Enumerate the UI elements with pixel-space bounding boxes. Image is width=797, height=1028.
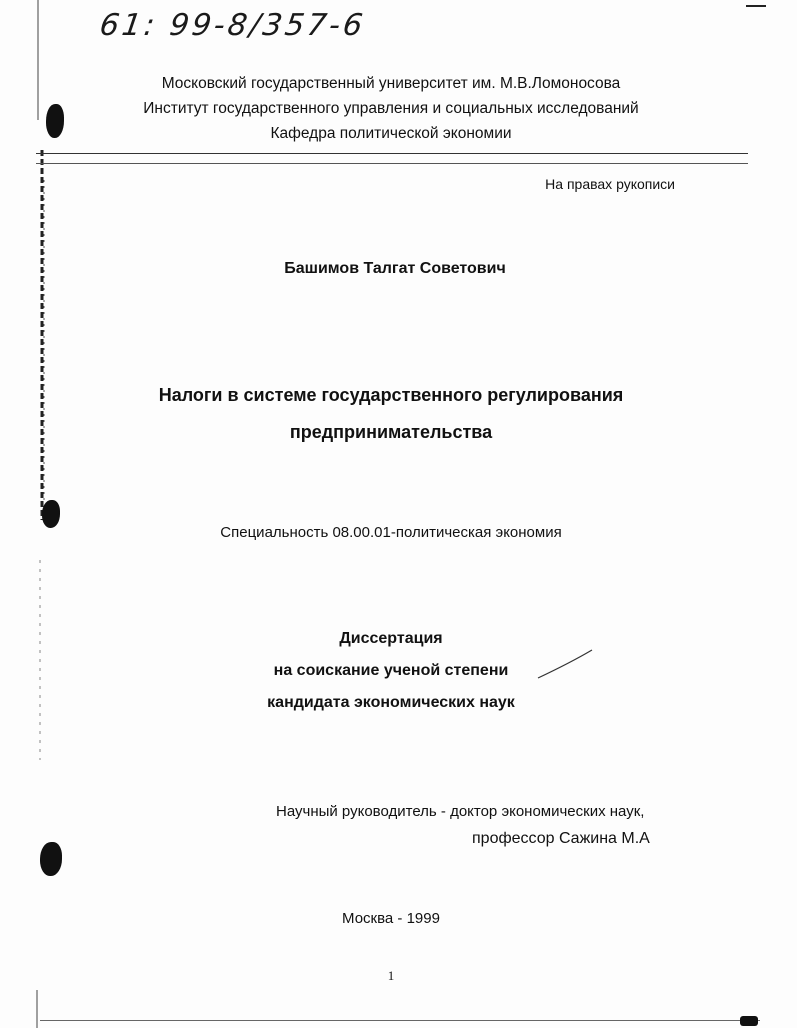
- city-year: Москва - 1999: [342, 910, 440, 927]
- specialty: Специальность 08.00.01-политическая экономия: [220, 524, 562, 541]
- advisor-line2: профессор Сажина М.А: [472, 830, 650, 847]
- pen-stroke-mark: [520, 640, 600, 700]
- degree-line: на соискание ученой степени: [273, 662, 509, 679]
- university-name: Московский государственный университет им. М.В.Ломоносова: [161, 75, 621, 92]
- bottom-scan-line: [40, 1020, 760, 1021]
- degree-field-line: кандидата экономических наук: [267, 694, 515, 711]
- department-name: Кафедра политической экономии: [270, 125, 512, 142]
- dissertation-title-line1: Налоги в системе государственного регулирования: [158, 385, 624, 405]
- advisor-line1: Научный руководитель - доктор экономических наук,: [276, 803, 645, 820]
- dissertation-label: Диссертация: [339, 630, 443, 647]
- corner-mark: [744, 0, 768, 14]
- handwritten-archive-code: 61: 99-8/357-6: [97, 8, 368, 43]
- institute-name: Институт государственного управления и социальных исследований: [143, 100, 639, 117]
- page-number: 1: [387, 968, 395, 983]
- manuscript-note: На правах рукописи: [545, 176, 675, 192]
- punch-hole-mark: [40, 842, 62, 876]
- corner-mark: [740, 1016, 758, 1026]
- header-divider: [36, 163, 748, 164]
- dissertation-title-line2: предпринимательства: [289, 422, 493, 442]
- author-name: Башимов Талгат Советович: [284, 260, 506, 277]
- header-divider: [36, 153, 748, 154]
